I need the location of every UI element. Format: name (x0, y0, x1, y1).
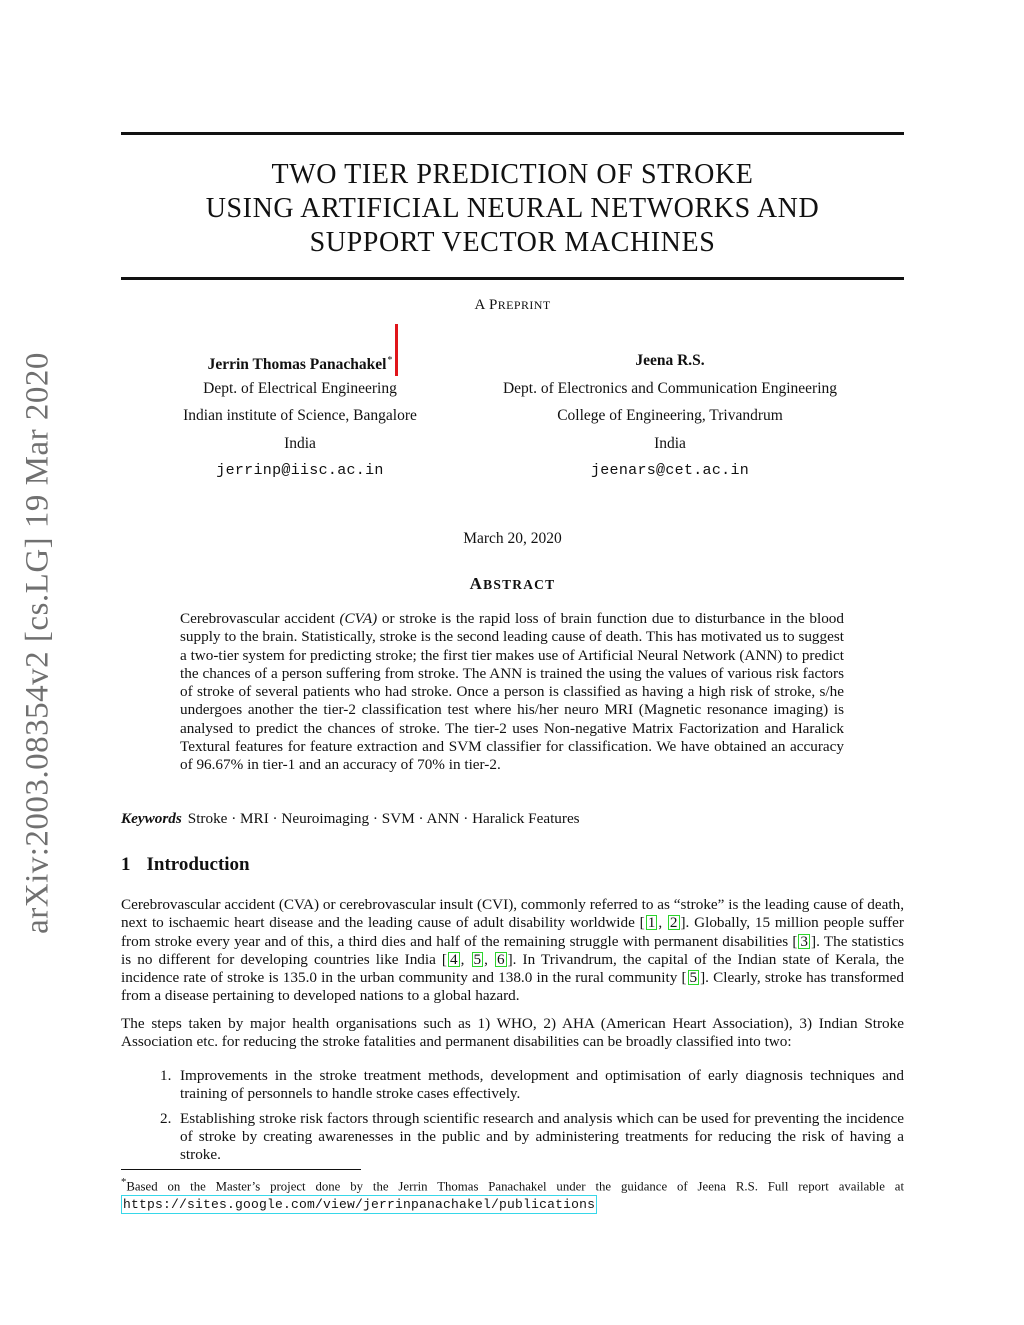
list-item-text: Establishing stroke risk factors through scientific research and analysis which can be used for preventing the incidence of stroke by creating awarenesses in the public and by administering treatments for reducing the risk of having a stroke. (180, 1109, 904, 1164)
text-run: , (460, 950, 471, 968)
author-institution: Indian institute of Science, Bangalore (183, 407, 417, 424)
text-run: ]. The statistics is no different for developing countries like India [ (121, 932, 904, 968)
list-item (150, 1067, 904, 1104)
section-number: 1 (121, 854, 131, 875)
paper-title (121, 158, 904, 260)
author-block-2 (470, 347, 870, 485)
abstract-heading (121, 574, 904, 594)
citation-link[interactable]: 1 (647, 914, 656, 932)
citation-link[interactable]: 5 (473, 950, 482, 968)
intro-paragraph-1 (121, 896, 904, 1006)
author-name: Jeena R.S. (635, 352, 705, 369)
citation-link[interactable]: 3 (800, 932, 809, 950)
title-top-rule (121, 132, 904, 135)
section-heading-introduction (121, 854, 250, 876)
footnote-text: Based on the Master’s project done by the Jerrin Thomas Panachakel under the guidance of Jeena R.S. Full report available at (126, 1179, 904, 1194)
list-item (150, 1110, 904, 1165)
numbered-list (150, 1067, 904, 1170)
text-run: Cerebrovascular accident (CVA) or cerebrovascular insult (CVI), commonly referred to as “stroke” is the leading cause of death, next to ischaemic heart disease and the leading cause of adult disability worldwide [ (121, 896, 904, 932)
author-country: India (284, 434, 316, 452)
abstract-heading-cap: A (469, 574, 484, 593)
section-title: Introduction (146, 854, 250, 875)
text-run: , (484, 950, 494, 968)
abstract-text-start: Cerebrovascular accident (180, 610, 340, 627)
citation-link[interactable]: 5 (689, 969, 698, 987)
abstract-italic-cva: (CVA) (339, 610, 378, 627)
list-item-number: 2. (160, 1109, 172, 1127)
author-email[interactable]: jeenars@cet.ac.in (590, 462, 750, 479)
author-name (150, 347, 450, 375)
author-email[interactable]: jerrinp@iisc.ac.in (216, 462, 384, 479)
author-dept: Dept. of Electronics and Communication Engineering (502, 379, 838, 397)
author-dept: Dept. of Electrical Engineering (203, 379, 397, 397)
text-run: ]. Globally, 15 million people suffer from stroke every year and of this, a third dies and half of the remaining struggle with permanent disabilities [ (121, 914, 904, 950)
citation-link[interactable]: 6 (497, 950, 505, 968)
title-bottom-rule (121, 277, 904, 280)
text-run: ]. In Trivandrum, the capital of the Indian state of Kerala, the incidence rate of stroke is 135.0 in the urban community and 138.0 in the rural community [ (121, 950, 905, 987)
title-line-2: USING ARTIFICIAL NEURAL NETWORKS AND (205, 193, 820, 224)
abstract-text (180, 610, 844, 775)
footnote-mark[interactable]: * (387, 355, 393, 366)
text-cursor-marker (395, 324, 398, 376)
list-item-text: Improvements in the stroke treatment methods, development and optimisation of early diagnosis techniques and training of personnels to handle stroke cases effectively. (180, 1067, 904, 1103)
footnote-rule (121, 1169, 361, 1170)
preprint-label (121, 297, 904, 314)
intro-paragraph-2: The steps taken by major health organisations such as 1) WHO, 2) AHA (American Heart Association), 3) Indian Stroke Association etc. for reducing the stroke fatalities and permanent disabilities can be broadly classified into two: (121, 1015, 904, 1051)
preprint-rest: REPRINT (497, 298, 551, 312)
footnote (121, 1174, 904, 1214)
list-item-number: 1. (160, 1067, 172, 1084)
citation-link[interactable]: 2 (669, 914, 678, 932)
preprint-cap-a: A (474, 297, 485, 313)
keywords-label: Keywords (121, 810, 182, 827)
keywords-line (121, 810, 904, 828)
preprint-cap-p: P (489, 297, 498, 313)
title-line-3: SUPPORT VECTOR MACHINES (309, 227, 716, 258)
footnote-marker: * (121, 1177, 127, 1188)
publication-date: March 20, 2020 (463, 530, 562, 547)
author-block-1 (150, 347, 450, 485)
abstract-text-rest: or stroke is the rapid loss of brain function due to disturbance in the blood supply to the brain. Statistically, stroke is the second leading cause of death. This has motivated us to suggest a two-tier system for predicting stroke; the first tier makes use of Artificial Neural Network (ANN) to predict the chances of a person suffering from stroke. The ANN is trained the using the values of various risk factors of stroke of several patients who had stroke. Once a person is classified as having a high risk of stroke, s/he undergoes another the tier-2 classification test where his/her neuro MRI (Magnetic resonance imaging) is analysed to predict the chances of stroke. The tier-2 uses Non-negative Matrix Factorization and Haralick Textural features for feature extraction and SVM classifier for classification. We have obtained an accuracy of 96.67% in tier-1 and an accuracy of 70% in tier-2. (180, 610, 844, 774)
author-institution: College of Engineering, Trivandrum (557, 407, 783, 424)
keywords-text: Stroke · MRI · Neuroimaging · SVM · ANN · Haralick Features (187, 810, 580, 827)
arxiv-identifier-stamp: arXiv:2003.08354v2 [cs.LG] 19 Mar 2020 (19, 352, 56, 934)
footnote-url-link[interactable]: https://sites.google.com/view/jerrinpanachakel/publications (123, 1197, 596, 1213)
text-run: ]. Clearly, stroke has transformed from a disease pertaining to developed nations to a global hazard. (121, 969, 904, 1005)
title-line-1: TWO TIER PREDICTION OF STROKE (271, 159, 754, 190)
citation-link[interactable]: 4 (450, 950, 458, 968)
text-run: , (658, 914, 667, 932)
author-country: India (654, 434, 686, 452)
author-name-text: Jerrin Thomas Panachakel (207, 356, 387, 373)
abstract-heading-rest: BSTRACT (483, 577, 556, 592)
